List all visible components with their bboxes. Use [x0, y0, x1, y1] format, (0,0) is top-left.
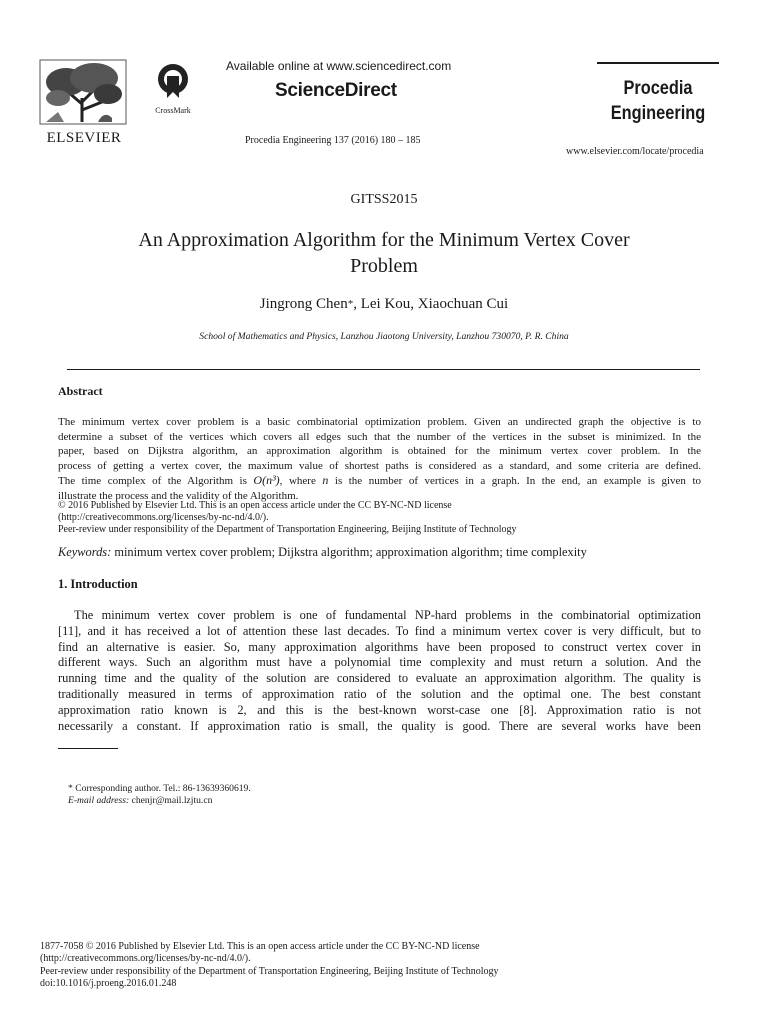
license-link[interactable]: (http://creativecommons.org/licenses/by-nc-nd/4.0/). [58, 512, 269, 524]
abstract-line: illustrate the process and the validity of the Algorithm. [58, 489, 299, 502]
email-label: E-mail address: [68, 795, 130, 806]
complexity-variable: n [322, 473, 329, 488]
corresponding-author-note: * Corresponding author. Tel.: 86-13639360619. [68, 783, 251, 794]
conference-name: GITSS2015 [350, 192, 418, 207]
article-title-line1: An Approximation Algorithm for the Minimum Vertex Cover [138, 229, 630, 251]
journal-title-rule [597, 62, 719, 64]
intro-line: [11], and it has received a lot of attention these last decades. To find a minimum vertex cover is very difficult, but to [58, 623, 701, 638]
author-primary: Jingrong Chen [259, 296, 348, 312]
crossmark-label: CrossMark [155, 106, 191, 115]
abstract-line: paper, based on Dijkstra algorithm, an approximation algorithm is obtained for the minimum vertex cover problem. In the [58, 445, 701, 458]
complexity-text: is the number of vertices in a graph. In the end, an example is given to [334, 475, 701, 488]
complexity-text: The time complex of the Algorithm is [58, 475, 247, 488]
intro-line: running time and the quality of the solution are considered to evaluate an approximation algorithm. The quality is [58, 671, 701, 686]
intro-line: traditionally measured in terms of approximation ratio of the solution and the optimal one. The best constant [58, 686, 701, 701]
available-online-text: Available online at www.sciencedirect.com [226, 59, 452, 73]
author-list [0, 296, 768, 313]
page-footer [40, 941, 499, 991]
keywords-label: Keywords: [58, 545, 112, 559]
abstract-complexity-line [58, 473, 701, 489]
journal-url-link[interactable]: www.elsevier.com/locate/procedia [566, 146, 704, 157]
journal-reference: Procedia Engineering 137 (2016) 180 – 185 [245, 135, 421, 146]
intro-line: different ways. Such an algorithm must have a polynomial time complexity and must return a solution. And the [58, 655, 701, 670]
keywords-list: minimum vertex cover problem; Dijkstra algorithm; approximation algorithm; time complexity [114, 545, 587, 559]
footnote-divider [58, 748, 118, 749]
journal-title-line1: Procedia [623, 78, 693, 99]
abstract-body [58, 415, 701, 504]
footnote [68, 783, 251, 807]
journal-title [606, 76, 711, 126]
author-others: , Lei Kou, Xiaochuan Cui [353, 296, 509, 312]
issn-line: 1877-7058 © 2016 Published by Elsevier Ltd. This is an open access article under the CC BY-NC-ND license [40, 941, 480, 952]
crossmark-badge[interactable] [150, 62, 196, 115]
peer-review-line: Peer-review under responsibility of the Department of Transportation Engineering, Beijing Institute of Technology [58, 524, 517, 536]
doi-link[interactable]: doi:10.1016/j.proeng.2016.01.248 [40, 978, 177, 990]
publisher-logo-text: ELSEVIER [46, 130, 122, 146]
keywords [58, 545, 587, 560]
sciencedirect-logo[interactable]: ScienceDirect [275, 80, 397, 101]
abstract-line: The minimum vertex cover problem is a basic combinatorial optimization problem. Given an undirected graph the objective is to [58, 416, 701, 428]
article-title-line2: Problem [350, 255, 418, 277]
complexity-text: , where [279, 475, 316, 488]
intro-line: find an alternative is easier. So, many approximation algorithms have been proposed to construct vertex cover in [58, 639, 701, 654]
corresponding-star[interactable]: * [347, 298, 354, 310]
journal-title-line2: Engineering [610, 103, 706, 124]
abstract-heading: Abstract [58, 384, 103, 398]
abstract-line: determine a subset of the vertices which covers all edges such that the number of the vertices in the subset is minimized. In the [58, 430, 701, 443]
affiliation: School of Mathematics and Physics, Lanzhou Jiaotong University, Lanzhou 730070, P. R. China [199, 331, 569, 342]
footer-license-link[interactable]: (http://creativecommons.org/licenses/by-nc-nd/4.0/). [40, 953, 251, 965]
elsevier-logo [38, 58, 130, 148]
introduction-body [58, 608, 701, 734]
intro-line: necessarily a constant. If approximation ratio is small, the quality is good. There are several works have been [58, 718, 701, 733]
article-title [80, 227, 688, 279]
complexity-formula: O(n³) [253, 473, 280, 488]
section-divider [67, 369, 700, 370]
copyright-line: © 2016 Published by Elsevier Ltd. This is an open access article under the CC BY-NC-ND license [58, 500, 452, 511]
abstract-line: process of getting a vertex cover, the maximum value of shortest paths is considered as a standard, and some criteria are defined. [58, 459, 701, 472]
abstract-metadata [58, 500, 517, 537]
introduction-heading: 1. Introduction [58, 577, 138, 591]
intro-line: approximation ratio known is 2, and this is the best-known worst-case one [8]. Approximation ratio is not [58, 702, 701, 717]
crossmark-icon [156, 62, 190, 100]
intro-line: The minimum vertex cover problem is one of fundamental NP-hard problems in the combinatorial optimization [74, 608, 701, 622]
email-link[interactable]: chenjr@mail.lzjtu.cn [131, 795, 213, 806]
footer-peer-review: Peer-review under responsibility of the Department of Transportation Engineering, Beijing Institute of Technology [40, 965, 499, 977]
